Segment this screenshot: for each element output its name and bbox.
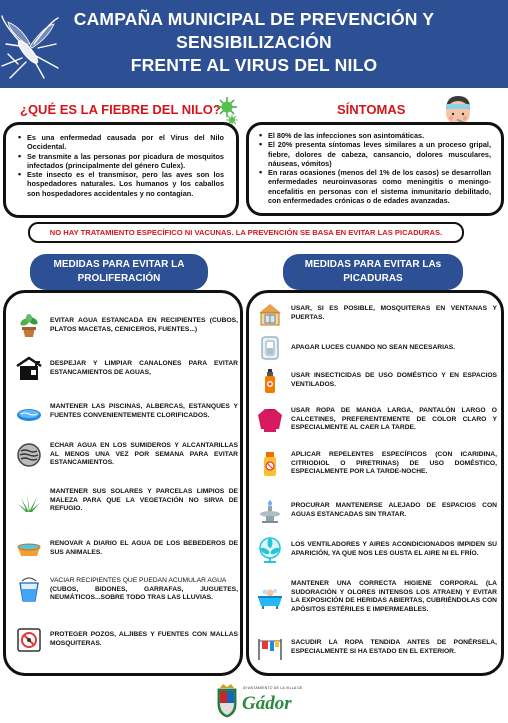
plant-pot-icon <box>16 313 42 339</box>
drain-grate-icon <box>16 442 42 468</box>
page-title-line2: SENSIBILIZACIÓN <box>176 32 332 52</box>
list-item: • Se transmite a las personas por picadura de mosquitos infectados (principalmente del género Culex). <box>18 152 224 171</box>
list-item: • Es una enfermedad causada por el Virus del Nilo Occidental. <box>18 133 224 152</box>
picaduras-panel <box>246 290 504 676</box>
pet-bowl-icon <box>16 536 42 562</box>
list-item <box>16 442 238 468</box>
fiebre-list <box>6 125 236 198</box>
item-text: MANTENER LAS PISCINAS, ALBERCAS, ESTANQUES Y FUENTES CONVENIENTEMENTE CLORIFICADOS. <box>50 403 238 419</box>
list-item: • El 80% de las infecciones son asintomáticas. <box>259 131 491 140</box>
town-label-small: AYUNTAMIENTO DE LA VILLA DE <box>243 686 303 690</box>
list-item: • En raras ocasiones (menos del 1% de los casos) se desarrollan enfermedades neuroinvasoras como meningitis o meningo-encefalitis en personas con el sistema inmunitario debilitado, con enfermedades crónicas o de edades avanzadas. <box>259 168 491 205</box>
picaduras-heading <box>283 254 463 290</box>
picaduras-heading-line2: PICADURAS <box>343 273 403 284</box>
item-text: USAR, SI ES POSIBLE, MOSQUITERAS EN VENTANAS Y PUERTAS. <box>291 305 497 321</box>
pool-icon <box>16 399 42 425</box>
list-item <box>16 313 238 339</box>
proliferacion-heading-line1: MEDIDAS PARA EVITAR LA <box>53 259 185 270</box>
town-name: Gádor <box>242 693 292 714</box>
item-text: PROCURAR MANTENERSE ALEJADO DE ESPACIOS CON AGUAS ESTANCADAS SIN TRATAR. <box>291 502 497 518</box>
page-title-line3: FRENTE AL VIRUS DEL NILO <box>130 55 378 75</box>
header-banner <box>0 0 508 88</box>
list-item <box>16 399 238 425</box>
bucket-icon <box>16 577 42 603</box>
clothesline-icon <box>257 635 283 661</box>
page-title-line1: CAMPAÑA MUNICIPAL DE PREVENCIÓN Y <box>73 9 435 29</box>
list-item <box>16 356 238 382</box>
list-item <box>257 537 497 563</box>
warning-banner: NO HAY TRATAMIENTO ESPECÍFICO NI VACUNAS. LA PREVENCIÓN SE BASA EN EVITAR LAS PICADURAS. <box>28 222 464 243</box>
item-text: EVITAR AGUA ESTANCADA EN RECIPIENTES (CUBOS, PLATOS MACETAS, CENICEROS, FUENTES...) <box>50 317 238 333</box>
list-item: • Este insecto es el transmisor, pero las aves son los hospedadores naturales. Los humanos y los caballos son hospedadores accidentales y no contagian. <box>18 170 224 198</box>
sintomas-info-box <box>246 122 504 216</box>
item-text: LOS VENTILADORES Y AIRES ACONDICIONADOS IMPIDEN SU APARICIÓN, YA QUE NOS LES GUSTA EL AIRE NI EL FRÍO. <box>291 541 497 557</box>
item-text: APAGAR LUCES CUANDO NO SEAN NECESARIAS. <box>291 343 456 351</box>
list-item <box>257 407 497 433</box>
list-item <box>257 451 497 477</box>
item-text: PROTEGER POZOS, ALJIBES Y FUENTES CON MALLAS MOSQUITERAS. <box>50 631 238 647</box>
proliferacion-heading <box>30 254 208 290</box>
roof-gutter-icon <box>16 356 42 382</box>
item-text: DESPEJAR Y LIMPIAR CANALONES PARA EVITAR ESTANCAMIENTOS DE AGUAS, <box>50 360 238 376</box>
item-text: USAR INSECTICIDAS DE USO DOMÉSTICO Y EN ESPACIOS VENTILADOS. <box>291 372 497 388</box>
spray-can-icon <box>257 368 283 394</box>
town-crest-logo <box>216 684 238 718</box>
item-text: APLICAR REPELENTES ESPECÍFICOS (CON ICARIDINA, CITRIODIOL O PIRETRINAS) DE USO DOMÉSTICO, ESPECIALMENTE POR LA TARDE-NOCHE. <box>291 451 497 476</box>
proliferacion-panel <box>3 290 243 676</box>
proliferacion-heading-line2: PROLIFERACIÓN <box>77 273 161 284</box>
fan-icon <box>257 537 283 563</box>
list-item <box>16 577 238 603</box>
light-switch-icon <box>257 335 283 361</box>
item-text: RENOVAR A DIARIO EL AGUA DE LOS BEBEDEROS DE SUS ANIMALES. <box>50 540 238 556</box>
fountain-icon <box>257 498 283 524</box>
item-text: MANTENER UNA CORRECTA HIGIENE CORPORAL (LA SUDORACIÓN Y OLORES INTENSOS LOS ATRAEN) Y EVITAR LA EXPOSICIÓN DE HERIDAS ABIERTAS, CUBRIÉNDOLAS CON APÓSITOS ESTÉRILES E IMPERMEABLES. <box>291 580 497 613</box>
long-sleeve-shirt-icon <box>257 407 283 433</box>
weeds-icon <box>16 488 42 514</box>
picaduras-heading-line1: MEDIDAS PARA EVITAR LAs <box>304 259 442 270</box>
repellent-bottle-icon <box>257 451 283 477</box>
list-item: • El 20% presenta síntomas leves similares a un proceso gripal, fiebre, dolores de cabeza, cansancio, dolores musculares, náuseas, vómitos) <box>259 140 491 168</box>
item-text-line2: (CUBOS, BIDONES, GARRAFAS, JUGUETES, NEUMÁTICOS...SOBRE TODO TRAS LAS LLUVIAS. <box>50 585 238 602</box>
list-item <box>257 368 497 394</box>
list-item <box>257 301 497 327</box>
page-title <box>0 8 508 77</box>
item-text <box>50 577 238 603</box>
mosquito-net-sign-icon <box>16 627 42 653</box>
list-item <box>257 335 497 361</box>
list-item <box>16 488 238 514</box>
fiebre-info-box <box>3 122 239 218</box>
house-window-icon <box>257 301 283 327</box>
item-text: ECHAR AGUA EN LOS SUMIDEROS Y ALCANTARILLAS AL MENOS UNA VEZ POR SEMANA PARA EVITAR ESTANCAMIENTOS. <box>50 442 238 467</box>
sintomas-list <box>249 125 501 205</box>
list-item <box>257 580 497 614</box>
list-item <box>16 627 238 653</box>
sintomas-title: SÍNTOMAS <box>337 102 406 117</box>
item-text: USAR ROPA DE MANGA LARGA, PANTALÓN LARGO O CALCETINES, PREFERENTEMENTE DE COLOR CLARO Y ESPECIALMENTE AL CAER LA TARDE. <box>291 407 497 432</box>
bathtub-icon <box>257 584 283 610</box>
list-item <box>257 635 497 661</box>
item-text: MANTENER SUS SOLARES Y PARCELAS LIMPIOS DE MALEZA PARA QUE LA VEGETACIÓN NO SIRVA DE REFUGIO. <box>50 488 238 513</box>
fiebre-title: ¿QUÉ ES LA FIEBRE DEL NILO? <box>20 102 221 117</box>
list-item <box>16 536 238 562</box>
item-text: SACUDIR LA ROPA TENDIDA ANTES DE PONÉRSELA, ESPECIALMENTE SI HA ESTADO EN EL EXTERIOR. <box>291 639 497 655</box>
item-text-line1: VACIAR RECIPIENTES QUE PUEDAN ACUMULAR AGUA <box>50 577 227 585</box>
list-item <box>257 498 497 524</box>
